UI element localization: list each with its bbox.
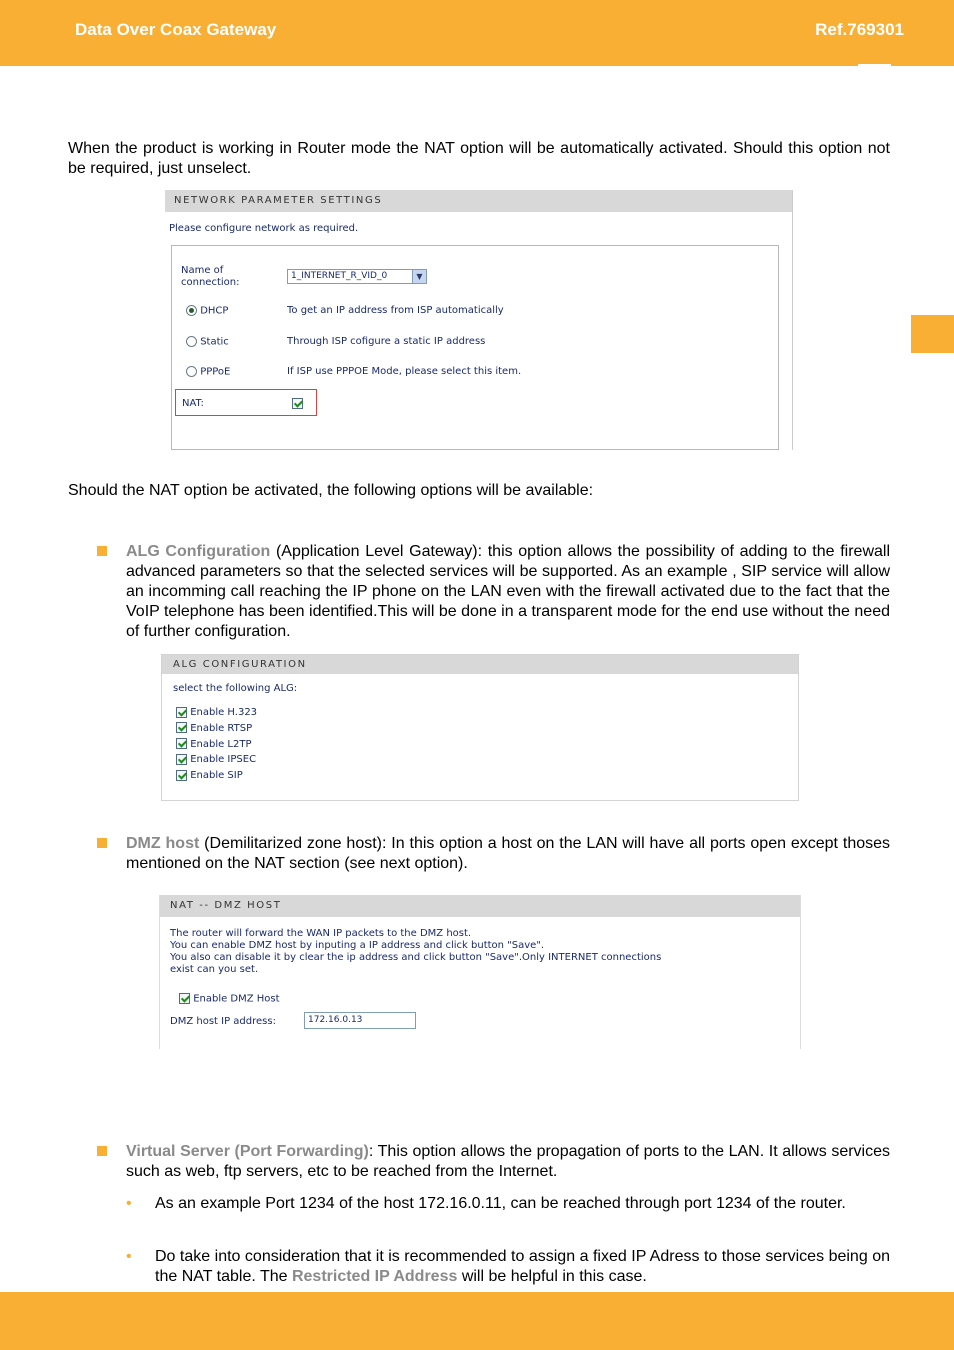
static-radio[interactable] bbox=[186, 336, 197, 347]
reference-number: Ref.769301 bbox=[815, 20, 904, 39]
enable-dmz-option[interactable]: Enable DMZ Host bbox=[179, 993, 280, 1005]
footer-bar bbox=[0, 1292, 954, 1350]
sub-bullet-1: • bbox=[126, 1195, 132, 1212]
pppoe-option[interactable]: PPPoE bbox=[186, 366, 230, 378]
alg-h323-checkbox[interactable] bbox=[176, 707, 187, 718]
header-divider bbox=[858, 64, 891, 66]
virtual-server-term: Virtual Server (Port Forwarding) bbox=[126, 1143, 369, 1160]
virtual-server-paragraph: Virtual Server (Port Forwarding): This option allows the propagation of ports to the LAN. It allows services such as web, ftp servers, etc to be reached from the Internet. bbox=[126, 1143, 890, 1180]
alg-subtitle: select the following ALG: bbox=[173, 683, 298, 694]
alg-heading: ALG CONFIGURATION bbox=[162, 655, 798, 674]
network-settings-box bbox=[171, 245, 779, 450]
nat-checkbox[interactable] bbox=[292, 398, 303, 409]
pppoe-radio[interactable] bbox=[186, 366, 197, 377]
pppoe-description: If ISP use PPPOE Mode, please select this item. bbox=[287, 366, 522, 377]
nat-label: NAT: bbox=[182, 398, 204, 409]
dmz-ip-label: DMZ host IP address: bbox=[170, 1016, 276, 1027]
dmz-host-screenshot bbox=[159, 895, 801, 1049]
alg-item-h323[interactable]: Enable H.323 bbox=[176, 705, 257, 721]
dhcp-radio[interactable] bbox=[186, 305, 197, 316]
dmz-paragraph: DMZ host (Demilitarized zone host): In this option a host on the LAN will have all ports open except thoses mentioned on the NAT section (see next option). bbox=[126, 835, 891, 872]
static-option[interactable]: Static bbox=[186, 336, 229, 348]
dmz-ip-input[interactable]: 172.16.0.13 bbox=[304, 1012, 416, 1029]
alg-bullet bbox=[97, 546, 107, 556]
connection-name-label: Name of connection: bbox=[181, 265, 240, 288]
dhcp-option[interactable]: DHCP bbox=[186, 305, 228, 317]
document-title: Data Over Coax Gateway bbox=[75, 20, 277, 39]
restricted-ip-term: Restricted IP Address bbox=[291, 1268, 458, 1285]
network-settings-screenshot bbox=[165, 190, 793, 450]
nat-highlight-box bbox=[175, 389, 317, 416]
side-tab bbox=[911, 315, 954, 353]
alg-ipsec-checkbox[interactable] bbox=[176, 754, 187, 765]
dmz-description: The router will forward the WAN IP packets to the DMZ host. You can enable DMZ host by inputing a IP address and click button "Save". You also can disable it by clear the ip address and click button "Save".Only INTERNET connections exist can you set. bbox=[170, 928, 662, 975]
alg-item-ipsec[interactable]: Enable IPSEC bbox=[176, 752, 257, 768]
alg-configuration-screenshot bbox=[161, 654, 799, 801]
nat-options-intro: Should the NAT option be activated, the following options will be available: bbox=[68, 482, 594, 499]
alg-list bbox=[176, 705, 257, 784]
alg-rtsp-checkbox[interactable] bbox=[176, 722, 187, 733]
alg-sip-checkbox[interactable] bbox=[176, 770, 187, 781]
alg-paragraph: ALG Configuration (Application Level Gateway): this option allows the possibility of adding to the firewall advanced parameters so that the selected services will be supported. As an example , SIP service will allow an incomming call reaching the IP phone on the LAN even with the firewall activated due to the fact that the VoIP telephone has been identified.This will be done in a transparent mode for the end use without the need of further configuration. bbox=[126, 543, 891, 640]
dmz-term: DMZ host bbox=[126, 835, 200, 852]
network-settings-heading: NETWORK PARAMETER SETTINGS bbox=[165, 190, 792, 212]
dhcp-description: To get an IP address from ISP automatically bbox=[287, 305, 504, 316]
network-settings-subtitle: Please configure network as required. bbox=[169, 223, 359, 234]
dmz-bullet bbox=[97, 838, 107, 848]
connection-select[interactable]: 1_INTERNET_R_VID_0 ▼ bbox=[287, 269, 427, 284]
enable-dmz-checkbox[interactable] bbox=[179, 993, 190, 1004]
alg-term: ALG Configuration bbox=[126, 543, 271, 560]
intro-paragraph: When the product is working in Router mode the NAT option will be automatically activated. Should this option not be required, just unselect. bbox=[68, 140, 890, 177]
fixed-ip-paragraph: Do take into consideration that it is recommended to assign a fixed IP Adress to those services being on the NAT table. The Restricted IP Address will be helpful in this case. bbox=[155, 1248, 890, 1285]
alg-item-rtsp[interactable]: Enable RTSP bbox=[176, 721, 257, 737]
static-description: Through ISP cofigure a static IP address bbox=[287, 336, 486, 347]
header-bar bbox=[0, 0, 954, 66]
alg-item-l2tp[interactable]: Enable L2TP bbox=[176, 737, 257, 753]
virtual-server-bullet bbox=[97, 1146, 107, 1156]
chevron-down-icon[interactable]: ▼ bbox=[412, 270, 426, 283]
alg-item-sip[interactable]: Enable SIP bbox=[176, 768, 257, 784]
port-example-paragraph: As an example Port 1234 of the host 172.16.0.11, can be reached through port 1234 of the router. bbox=[155, 1195, 846, 1212]
alg-l2tp-checkbox[interactable] bbox=[176, 738, 187, 749]
sub-bullet-2: • bbox=[126, 1248, 132, 1265]
dmz-heading: NAT -- DMZ HOST bbox=[160, 895, 800, 917]
